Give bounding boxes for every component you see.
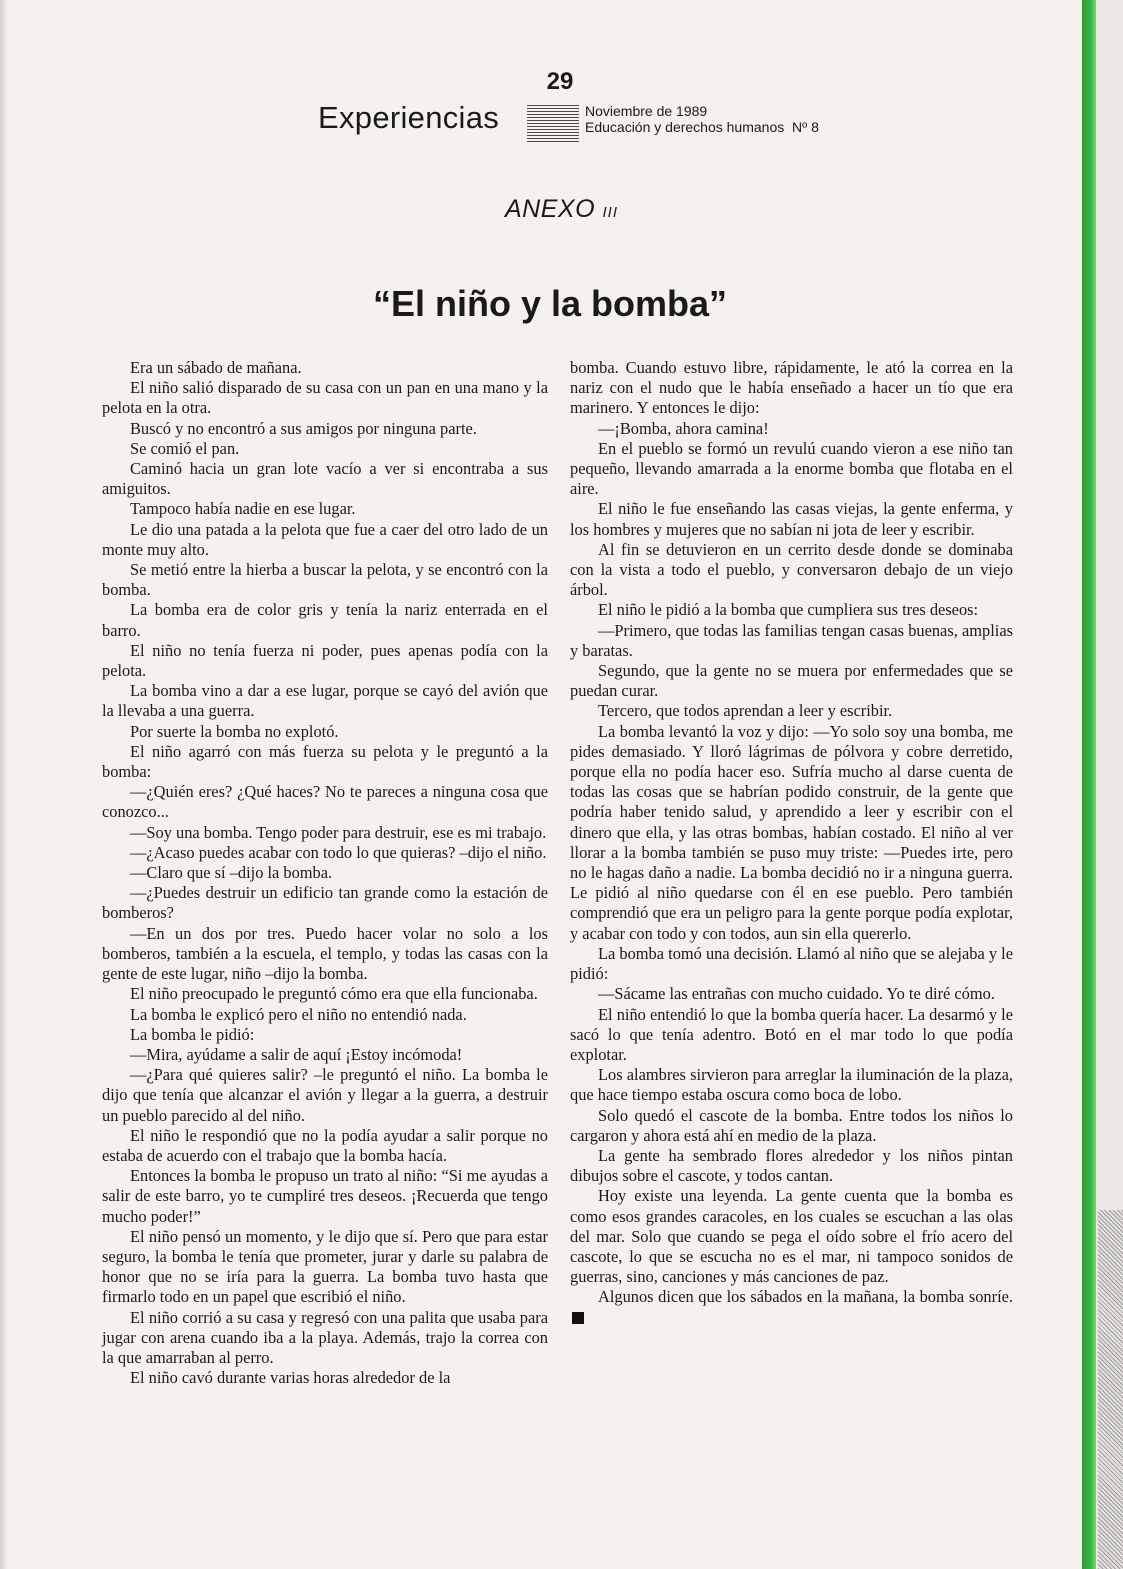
paragraph-text: El niño corrió a su casa y regresó con una palita que usaba para jugar con arena cuando iba a la playa. Además, trajo la correa con la que amarraban al perro.: [102, 1307, 548, 1367]
end-of-article-mark: [572, 1312, 584, 1324]
paragraph-text: La bomba levantó la voz y dijo: —Yo solo soy una bomba, me pides demasiado. Y lloró lágrimas de pólvora y cobre derretido, porque ella no podía hacer eso. Sufría mucho al darse cuenta de todas las cosas que se habrían podido construir, de la gente que podría haber tenido salud, y aprendido a leer y escribir con el dinero que ella, y las otras bombas, habían costado. El niño al ver llorar a la bomba también se puso muy triste: —Puedes irte, pero no le hagas daño a nadie. La bomba decidió no ir a ninguna guerra. Le pidió al niño quedarse con él en ese pueblo. Pero también comprendió que era un peligro para la gente porque podía explotar, y acabar con todo y con todos, aun sin ella quererlo.: [570, 721, 1013, 943]
paragraph: [102, 499, 548, 519]
section-name: Experiencias: [318, 100, 500, 135]
paragraph-text: El niño le respondió que no la podía ayudar a salir porque no estaba de acuerdo con el trabajo que la bomba hacía.: [102, 1125, 548, 1165]
paragraph-text: Algunos dicen que los sábados en la mañana, la bomba sonríe.: [598, 1287, 1013, 1307]
paragraph-text: —¿Para qué quieres salir? –le preguntó el niño. La bomba le dijo que tenía que alcanzar el avión y llegar a la guerra, a destruir un pueblo parecido al del niño.: [102, 1065, 548, 1125]
paragraph: [102, 742, 548, 782]
paragraph: [570, 1186, 1013, 1287]
paragraph-text: La bomba le pidió:: [130, 1024, 255, 1044]
paragraph-text: Los alambres sirvieron para arreglar la iluminación de la plaza, que hace tiempo estaba oscura como boca de lobo.: [570, 1065, 1013, 1105]
paragraph: [102, 560, 548, 600]
paragraph: [102, 782, 548, 822]
paragraph-text: Por suerte la bomba no explotó.: [130, 721, 339, 741]
paragraph-text: —¿Quién eres? ¿Qué haces? No te pareces a ninguna cosa que conozco...: [102, 782, 548, 822]
paragraph-text: La bomba tomó una decisión. Llamó al niño que se alejaba y le pidió:: [570, 943, 1013, 984]
paragraph: [570, 1005, 1013, 1066]
header-hatch-block: [527, 104, 579, 142]
paragraph: [570, 600, 1013, 620]
paragraph-text: —Claro que sí –dijo la bomba.: [130, 863, 333, 883]
paragraph-text: —¿Acaso puedes acabar con todo lo que quieras? –dijo el niño.: [130, 842, 547, 862]
paragraph: [102, 1227, 548, 1308]
annex-number: III: [602, 204, 618, 221]
issue-date: Noviembre de 1989: [585, 103, 708, 119]
paragraph-text: —En un dos por tres. Puedo hacer volar no solo a los bomberos, también a la escuela, el templo, y todas las casas con la gente de este lugar, niño –dijo la bomba.: [102, 923, 548, 984]
paragraph: [102, 1065, 548, 1126]
paragraph-text: Al fin se detuvieron en un cerrito desde donde se dominaba con la vista a todo el pueblo, y conversaron debajo de un viejo árbol.: [570, 539, 1013, 600]
paragraph-text: La bomba era de color gris y tenía la nariz enterrada en el barro.: [102, 600, 548, 640]
paragraph-text: Solo quedó el cascote de la bomba. Entre todos los niños lo cargaron y ahora está ahí en medio de la plaza.: [570, 1105, 1013, 1145]
paragraph: [570, 1146, 1013, 1186]
left-column: [102, 358, 548, 1388]
paragraph-text: —¿Puedes destruir un edificio tan grande como la estación de bomberos?: [102, 883, 548, 923]
paragraph: [570, 1065, 1013, 1105]
page-shadow-left: [0, 0, 8, 1569]
paragraph-text: Buscó y no encontró a sus amigos por ninguna parte.: [130, 418, 477, 438]
paragraph-text: Le dio una patada a la pelota que fue a caer del otro lado de un monte muy alto.: [102, 519, 548, 559]
paragraph-text: La gente ha sembrado flores alrededor y los niños pintan dibujos sobre el cascote, y todos cantan.: [570, 1145, 1013, 1186]
paragraph-text: La bomba le explicó pero el niño no entendió nada.: [130, 1004, 467, 1024]
paragraph: [102, 1368, 548, 1388]
paragraph: [570, 1106, 1013, 1146]
adjacent-page-hatch: [1098, 1210, 1123, 1569]
annex-heading: [0, 195, 1123, 224]
paragraph: [570, 419, 1013, 439]
paragraph: [102, 883, 548, 923]
paragraph-text: El niño agarró con más fuerza su pelota y le preguntó a la bomba:: [102, 741, 548, 782]
paragraph-text: Tampoco había nadie en ese lugar.: [130, 499, 356, 519]
paragraph-text: En el pueblo se formó un revulú cuando vieron a ese niño tan pequeño, llevando amarrada a la enorme bomba que flotaba en el aire.: [570, 438, 1013, 499]
paragraph: [570, 722, 1013, 944]
header-meta: [585, 103, 819, 135]
paragraph: [102, 984, 548, 1004]
paragraph: [570, 540, 1013, 601]
paragraph-text: Era un sábado de mañana.: [130, 358, 302, 377]
annex-label: ANEXO: [505, 195, 596, 223]
paragraph-text: El niño salió disparado de su casa con un pan en una mano y la pelota en la otra.: [102, 378, 548, 418]
paragraph-continuation: bomba. Cuando estuvo libre, rápidamente, le ató la correa en la nariz con el nudo que le había enseñado a hacer un tío que era marinero. Y entonces le dijo:: [570, 358, 1013, 418]
paragraph-text: Entonces la bomba le propuso un trato al niño: “Si me ayudas a salir de este barro, yo te cumpliré tres deseos. ¡Recuerda que tengo mucho poder!”: [102, 1166, 548, 1226]
paragraph: [102, 1045, 548, 1065]
paragraph-text: La bomba vino a dar a ese lugar, porque se cayó del avión que la llevaba a una guerra.: [102, 681, 548, 721]
right-column: [570, 358, 1013, 1328]
paragraph-text: Caminó hacia un gran lote vacío a ver si encontraba a sus amiguitos.: [102, 459, 548, 499]
paragraph-text: —Mira, ayúdame a salir de aquí ¡Estoy incómoda!: [130, 1044, 463, 1064]
paragraph: [570, 661, 1013, 701]
paragraph-text: Se comió el pan.: [130, 438, 240, 458]
story-title: “El niño y la bomba”: [372, 283, 728, 324]
paragraph: [570, 701, 1013, 721]
paragraph: [102, 924, 548, 985]
paragraph-text: El niño le pidió a la bomba que cumpliera sus tres deseos:: [598, 600, 979, 620]
paragraph: [102, 1308, 548, 1369]
paragraph-text: El niño le fue enseñando las casas viejas, la gente enferma, y los hombres y mujeres que no sabían ni jota de leer y escribir.: [570, 499, 1013, 539]
paragraph: [102, 1005, 548, 1025]
paragraph-text: Hoy existe una leyenda. La gente cuenta que la bomba es como esos grandes caracoles, en los cuales se escuchan a las olas del mar. Solo que cuando se pega el oído sobre el frío acero del cascote, lo que se escucha no es el mar, ni tampoco sonidos de guerras, sino, canciones y más canciones de paz.: [570, 1186, 1013, 1287]
paragraph: [102, 459, 548, 499]
paragraph: [102, 843, 548, 863]
paragraph: [102, 439, 548, 459]
paragraph-text: —Soy una bomba. Tengo poder para destruir, ese es mi trabajo.: [130, 822, 547, 842]
paragraph: [102, 722, 548, 742]
paragraph-text: —Primero, que todas las familias tengan casas buenas, amplias y baratas.: [570, 620, 1013, 660]
paragraph: [570, 944, 1013, 984]
paragraph-text: —¡Bomba, ahora camina!: [598, 418, 769, 438]
paragraph: [570, 621, 1013, 661]
paragraph: [570, 439, 1013, 500]
paragraph-text: Se metió entre la hierba a buscar la pelota, y se encontró con la bomba.: [102, 560, 548, 600]
paragraph-text: El niño preocupado le preguntó cómo era que ella funcionaba.: [130, 984, 538, 1004]
paragraph-text: Tercero, que todos aprendan a leer y escribir.: [598, 701, 893, 721]
paragraph: [570, 984, 1013, 1004]
paragraph: [102, 378, 548, 418]
paragraph: [102, 419, 548, 439]
paragraph-text: El niño entendió lo que la bomba quería hacer. La desarmó y le sacó lo que tenía adentro. Botó en el mar todo lo que podía explotar.: [570, 1004, 1013, 1064]
paragraph: [102, 600, 548, 640]
paragraph: [102, 641, 548, 681]
paragraph-text: Segundo, que la gente no se muera por enfermedades que se puedan curar.: [570, 661, 1013, 701]
paragraph: [102, 1126, 548, 1166]
paragraph: [570, 1287, 1013, 1327]
paragraph: [102, 823, 548, 843]
paragraph-text: El niño cavó durante varias horas alrededor de la: [130, 1368, 451, 1388]
paragraph: [102, 1166, 548, 1227]
paragraph: [102, 358, 548, 378]
paragraph: [102, 1025, 548, 1045]
paragraph-text: El niño no tenía fuerza ni poder, pues apenas podía con la pelota.: [102, 640, 548, 681]
paragraph: [102, 681, 548, 721]
paragraph-text: —Sácame las entrañas con mucho cuidado. Yo te diré cómo.: [598, 984, 995, 1004]
page-number: 29: [546, 68, 574, 95]
paragraph-text: El niño pensó un momento, y le dijo que sí. Pero que para estar seguro, la bomba le tenía que prometer, jurar y darle su palabra de honor que no se iría para la guerra. La bomba tuvo hasta que firmarlo todo en un papel que escribió el niño.: [102, 1226, 548, 1307]
paragraph: [102, 520, 548, 560]
paragraph: [102, 863, 548, 883]
publication-name: Educación y derechos humanos Nº 8: [585, 119, 819, 135]
green-page-edge: [1082, 0, 1096, 1569]
paragraph: [570, 499, 1013, 539]
